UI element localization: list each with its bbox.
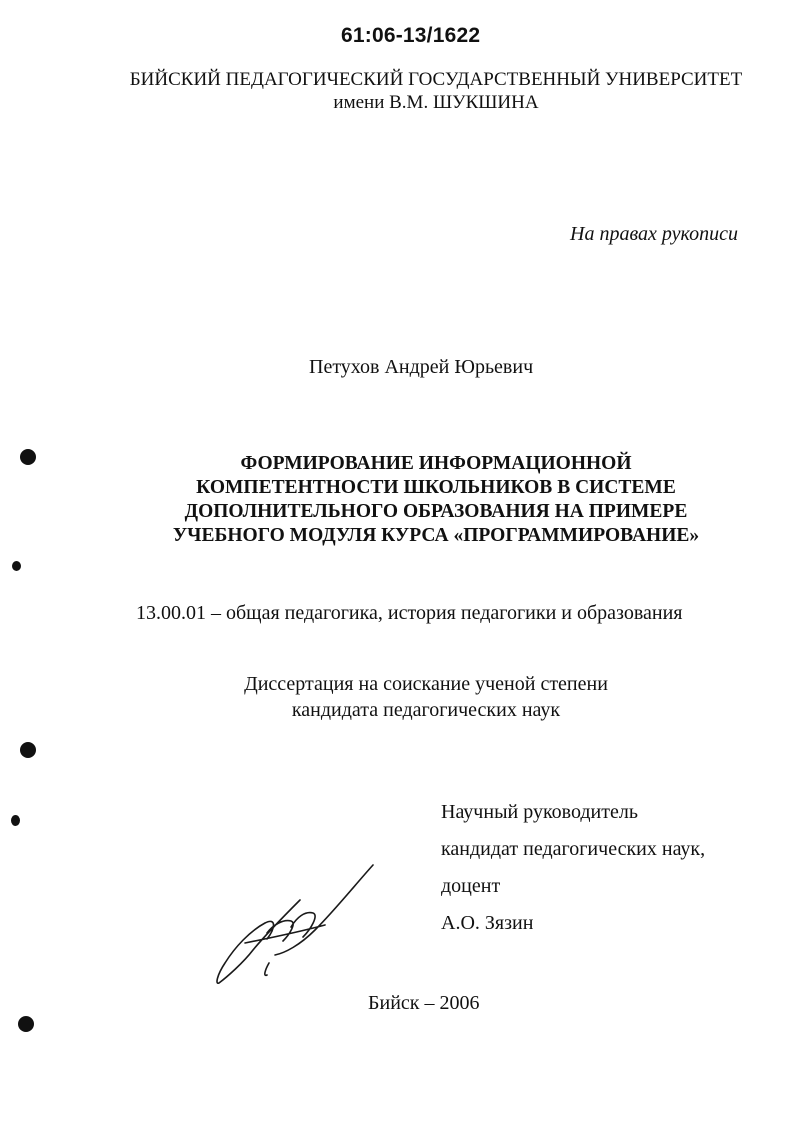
punch-hole-mark <box>20 742 36 758</box>
dissertation-title <box>40 452 792 548</box>
degree-statement <box>30 671 792 723</box>
title-line: ДОПОЛНИТЕЛЬНОГО ОБРАЗОВАНИЯ НА ПРИМЕРЕ <box>184 501 688 522</box>
place-year: Бийск – 2006 <box>368 992 480 1014</box>
author-name: Петухов Андрей Юрьевич <box>309 356 534 378</box>
specialty-code: 13.00.01 – общая педагогика, история педагогики и образования <box>136 602 683 624</box>
degree-line-2: кандидата педагогических наук <box>291 699 561 721</box>
punch-hole-mark <box>18 1016 34 1032</box>
archive-code: 61:06-13/1622 <box>341 24 481 47</box>
signature-icon <box>205 855 385 995</box>
title-line: УЧЕБНОГО МОДУЛЯ КУРСА «ПРОГРАММИРОВАНИЕ» <box>172 525 700 546</box>
punch-hole-mark <box>12 561 21 571</box>
advisor-title: доцент <box>441 875 501 897</box>
university-named-after: имени В.М. ШУКШИНА <box>333 92 539 113</box>
degree-line-1: Диссертация на соискание ученой степени <box>244 673 608 695</box>
title-line: КОМПЕТЕНТНОСТИ ШКОЛЬНИКОВ В СИСТЕМЕ <box>196 477 676 498</box>
advisor-name: А.О. Зязин <box>441 912 534 934</box>
advisor-degree: кандидат педагогических наук, <box>441 838 706 860</box>
manuscript-rights-note: На правах рукописи <box>570 223 738 245</box>
university-name: БИЙСКИЙ ПЕДАГОГИЧЕСКИЙ ГОСУДАРСТВЕННЫЙ УНИВЕРСИТЕТ <box>129 69 743 90</box>
title-line: ФОРМИРОВАНИЕ ИНФОРМАЦИОННОЙ <box>240 453 632 474</box>
punch-hole-mark <box>20 449 36 465</box>
advisor-block <box>441 794 705 942</box>
punch-hole-mark <box>11 815 20 826</box>
advisor-role: Научный руководитель <box>441 801 638 823</box>
